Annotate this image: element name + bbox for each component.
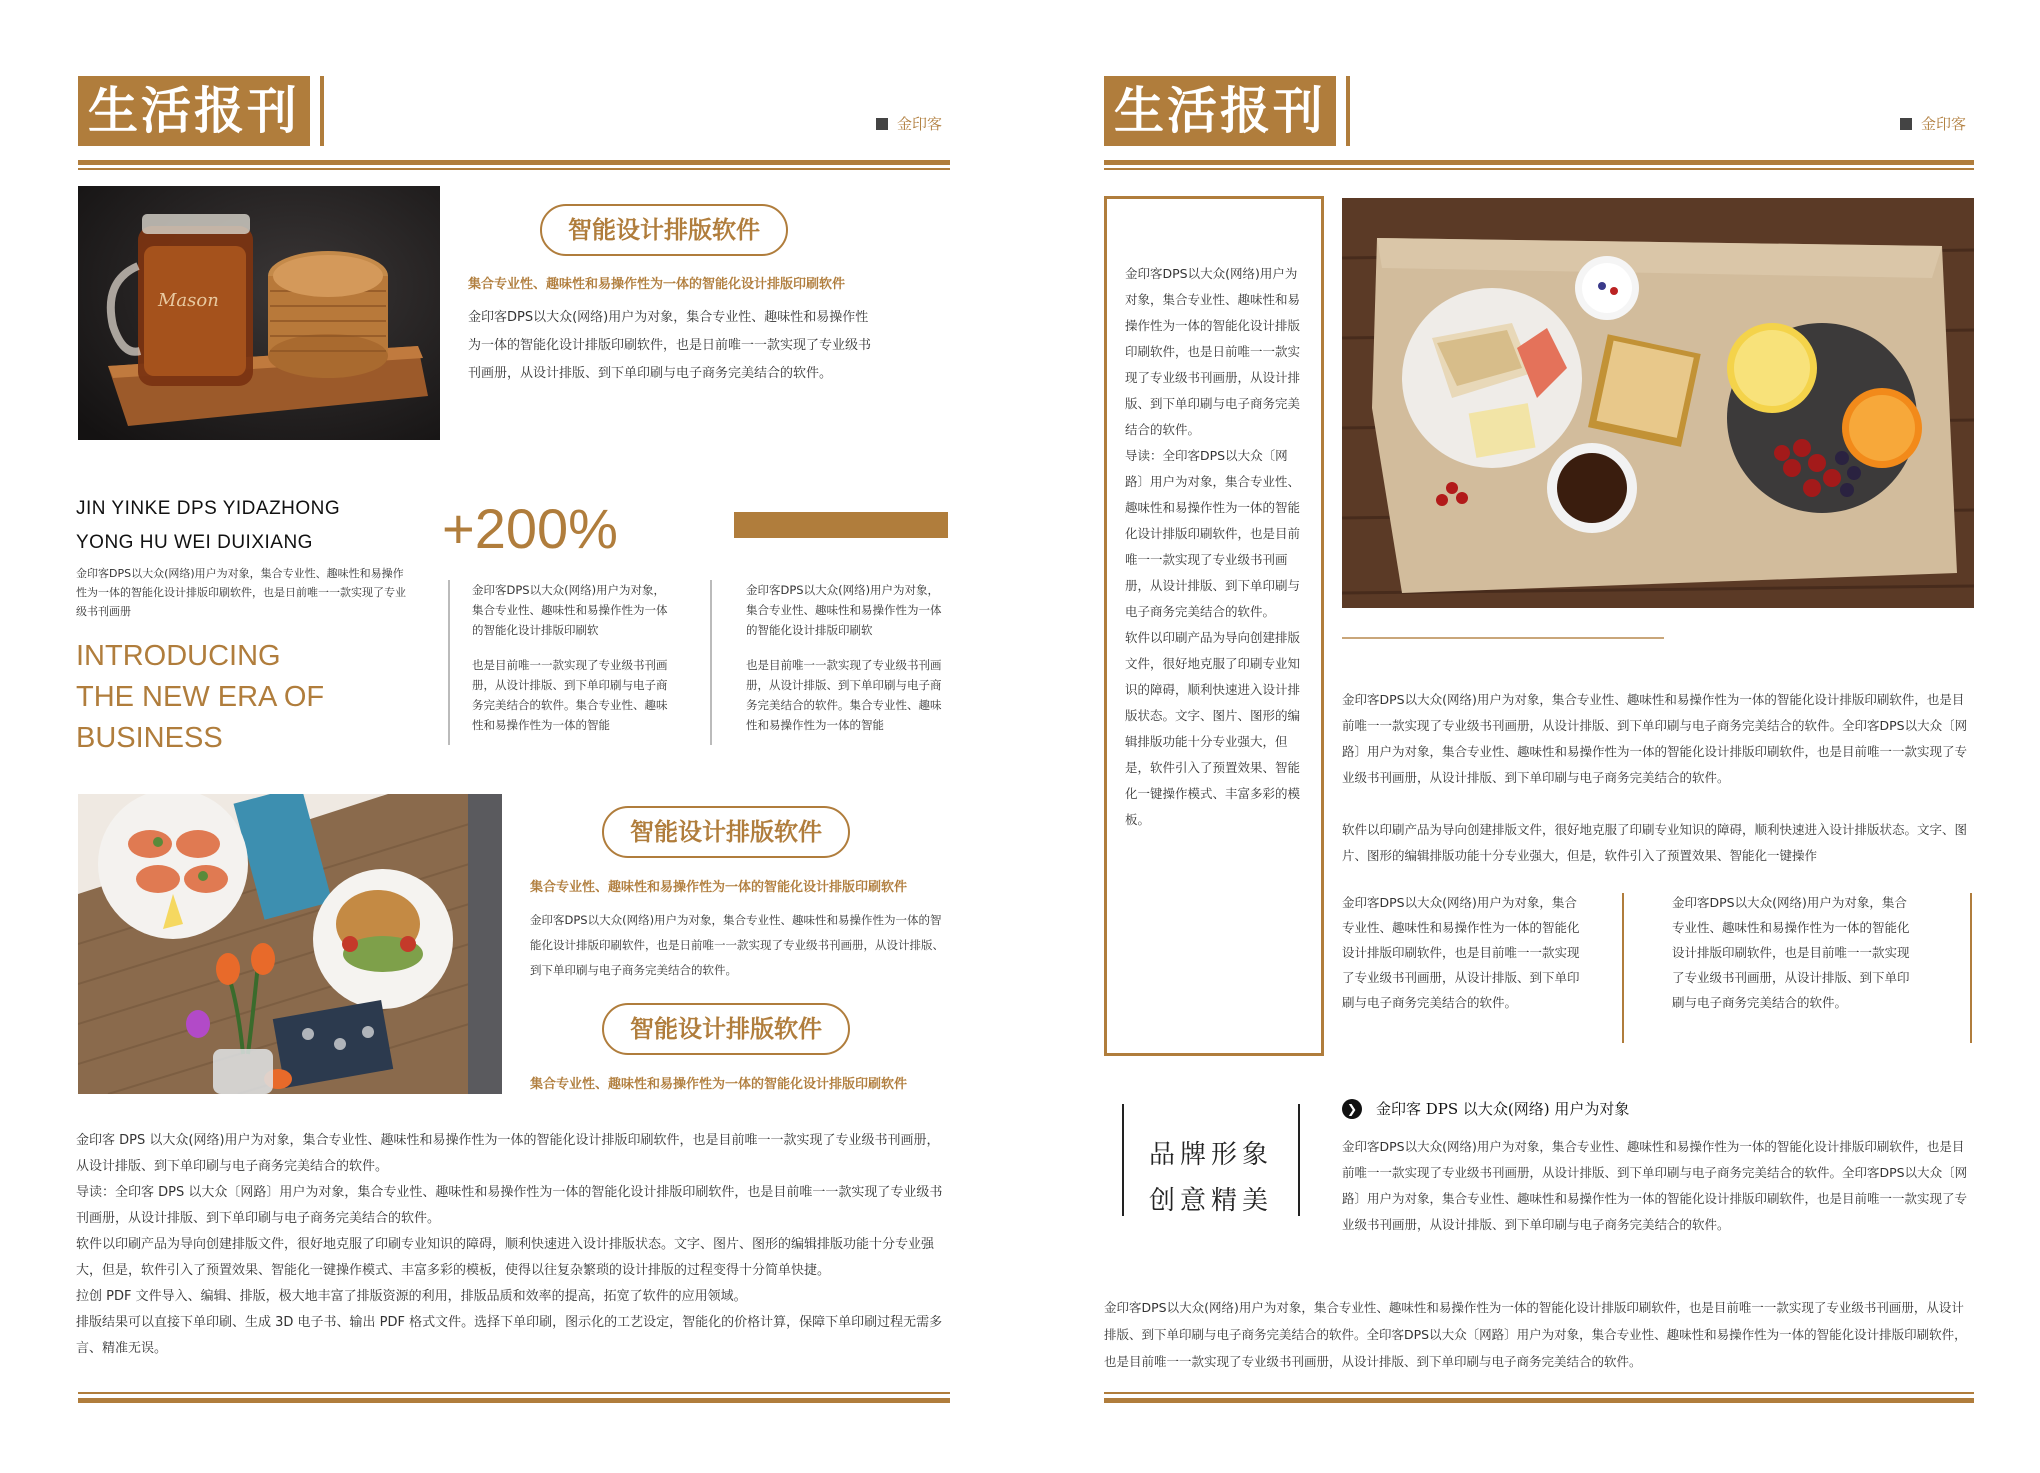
bottom-paragraph: 软件以印刷产品为导向创建排版文件，很好地克服了印刷专业知识的障碍，顺利快速进入设计排版状态。文字、图片、图形的编辑排版功能十分专业强大，但是，软件引入了预置效果、智能化一键操作模式、丰富多彩的模板，使得以往复杂繁琐的设计排版的过程变得十分简单快捷。 <box>76 1237 935 1278</box>
brand-label <box>1900 113 1966 134</box>
section3-pill: 智能设计排版软件 <box>602 1003 850 1055</box>
english-body: 金印客DPS以大众(网络)用户为对象，集合专业性、趣味性和易操作性为一体的智能化设计排版印刷软件，也是日前唯一一款实现了专业级书刊画册 <box>76 567 406 618</box>
bottom-paragraph: 导读：全印客 DPS 以大众〔网路〕用户为对象，集合专业性、趣味性和易操作性为一体的智能化设计排版印刷软件，也是目前唯一一款实现了专业级书刊画册，从设计排版、到下单印刷与电子商务完美结合的软件。 <box>76 1185 943 1226</box>
intro-heading-2: THE NEW ERA OF <box>76 681 325 713</box>
bottom-paragraph: 金印客 DPS 以大众(网络)用户为对象，集合专业性、趣味性和易操作性为一体的智能化设计排版印刷软件，也是目前唯一一款实现了专业级书刊画册，从设计排版、到下单印刷与电子商务完美结合的软件。 <box>76 1133 940 1174</box>
photo-brunch-table <box>78 794 502 1094</box>
col1-para1: 金印客DPS以大众(网络)用户为对象，集合专业性、趣味性和易操作性为一体的智能化设计排版印刷软 <box>472 583 668 637</box>
intro-heading-1: INTRODUCING <box>76 640 281 672</box>
footer-paragraph: 金印客DPS以大众(网络)用户为对象，集合专业性、趣味性和易操作性为一体的智能化设计排版印刷软件，也是目前唯一一款实现了专业级书刊画册，从设计排版、到下单印刷与电子商务完美结合的软件。全印客DPS以大众〔网路〕用户为对象，集合专业性、趣味性和易操作性为一体的智能化设计排版印刷软件，也是目前唯一一款实现了专业级书刊画册，从设计排版、到下单印刷与电子商务完美结合的软件。 <box>1104 1300 1967 1369</box>
column-a-text: 金印客DPS以大众(网络)用户为对象，集合专业性、趣味性和易操作性为一体的智能化设计排版印刷软件，也是目前唯一一款实现了专业级书刊画册，从设计排版、到下单印刷与电子商务完美结合的软件。 <box>1342 895 1580 1010</box>
english-heading-2: YONG HU WEI DUIXIANG <box>76 532 313 553</box>
sidebar-box <box>1104 196 1324 1056</box>
thin-accent-rule <box>1342 637 1664 639</box>
section2-subtitle: 集合专业性、趣味性和易操作性为一体的智能化设计排版印刷软件 <box>530 880 908 895</box>
brand-square-icon <box>876 118 888 130</box>
main-paragraph-2: 软件以印刷产品为导向创建排版文件，很好地克服了印刷专业知识的障碍，顺利快速进入设计排版状态。文字、图片、图形的编辑排版功能十分专业强大，但是，软件引入了预置效果、智能化一键操作 <box>1342 822 1968 863</box>
sidebar-text-1: 金印客DPS以大众(网络)用户为对象，集合专业性、趣味性和易操作性为一体的智能化设计排版印刷软件，也是日前唯一一款实现了专业级书刊画册，从设计排版、到下单印刷与电子商务完美结合的软件。 <box>1125 266 1301 437</box>
section1-pill: 智能设计排版软件 <box>540 204 788 256</box>
footer-rule-thin <box>78 1392 950 1394</box>
bullet-body: 金印客DPS以大众(网络)用户为对象，集合专业性、趣味性和易操作性为一体的智能化设计排版印刷软件，也是目前唯一一款实现了专业级书刊画册，从设计排版、到下单印刷与电子商务完美结合的软件。全印客DPS以大众〔网路〕用户为对象，集合专业性、趣味性和易操作性为一体的智能化设计排版印刷软件，也是目前唯一一款实现了专业级书刊画册，从设计排版、到下单印刷与电子商务完美结合的软件。 <box>1342 1139 1968 1232</box>
section3-subtitle: 集合专业性、趣味性和易操作性为一体的智能化设计排版印刷软件 <box>530 1077 908 1092</box>
sidebar-text-3: 软件以印刷产品为导向创建排版文件，很好地克服了印刷专业知识的障碍，顺利快速进入设计排版状态。文字、图片、图形的编辑排版功能十分专业强大，但是，软件引入了预置效果、智能化一键操作模式、丰富多彩的模板。 <box>1125 630 1301 827</box>
col1-para2: 也是目前唯一一款实现了专业级书刊画册，从设计排版、到下单印刷与电子商务完美结合的软件。集合专业性、趣味性和易操作性为一体的智能 <box>472 658 668 732</box>
masthead-bar <box>1346 76 1350 146</box>
footer-rule <box>78 1398 950 1403</box>
section1-subtitle: 集合专业性、趣味性和易操作性为一体的智能化设计排版印刷软件 <box>468 277 846 292</box>
section2-body: 金印客DPS以大众(网络)用户为对象，集合专业性、趣味性和易操作性为一体的智能化设计排版印刷软件，也是日前唯一一款实现了专业级书刊画册，从设计排版、到下单印刷与电子商务完美结合的软件。 <box>530 913 944 977</box>
column-edge-line <box>1970 893 1972 1043</box>
bullet-heading-text: 金印客 DPS 以大众(网络) 用户为对象 <box>1376 1100 1630 1118</box>
section2-pill: 智能设计排版软件 <box>602 806 850 858</box>
svg-text:Mason: Mason <box>158 290 219 311</box>
brand-square-icon <box>1900 118 1912 130</box>
col1-divider <box>448 580 450 745</box>
bottom-text-block <box>76 1128 950 1362</box>
section1-body: 金印客DPS以大众(网络)用户为对象，集合专业性、趣味性和易操作性为一体的智能化设计排版印刷软件，也是日前唯一一款实现了专业级书刊画册，从设计排版、到下单印刷与电子商务完美结合的软件。 <box>468 310 872 381</box>
brand-text: 金印客 <box>1921 115 1967 133</box>
bottom-paragraph: 拉创 PDF 文件导入、编辑、排版，极大地丰富了排版资源的利用，排版品质和效率的提高，拓宽了软件的应用领域。 <box>76 1289 747 1304</box>
header-rule <box>1104 160 1974 165</box>
brand-tag-line-2: 创意精美 <box>1148 1186 1273 1216</box>
right-page <box>1020 0 2020 1473</box>
main-paragraph-1: 金印客DPS以大众(网络)用户为对象，集合专业性、趣味性和易操作性为一体的智能化设计排版印刷软件，也是目前唯一一款实现了专业级书刊画册，从设计排版、到下单印刷与电子商务完美结合的软件。全印客DPS以大众〔网路〕用户为对象，集合专业性、趣味性和易操作性为一体的智能化设计排版印刷软件，也是目前唯一一款实现了专业级书刊画册，从设计排版、到下单印刷与电子商务完美结合的软件。 <box>1342 692 1968 785</box>
footer-rule-thin <box>1104 1392 1974 1394</box>
masthead-title: 生活报刊 <box>78 76 310 146</box>
masthead-title: 生活报刊 <box>1104 76 1336 146</box>
bullet-heading <box>1342 1098 1629 1119</box>
header-rule-thin <box>78 168 950 170</box>
col2-para2: 也是目前唯一一款实现了专业级书刊画册，从设计排版、到下单印刷与电子商务完美结合的软件。集合专业性、趣味性和易操作性为一体的智能 <box>746 658 942 732</box>
brand-text: 金印客 <box>897 115 943 133</box>
column-divider <box>1622 893 1624 1043</box>
bottom-paragraph: 排版结果可以直接下单印刷、生成 3D 电子书、输出 PDF 格式文件。选择下单印刷，图示化的工艺设定，智能化的价格计算，保障下单印刷过程无需多言、精准无误。 <box>76 1315 943 1356</box>
masthead-bar <box>320 76 324 146</box>
col2-divider <box>710 580 712 745</box>
header-rule <box>78 160 950 165</box>
arrow-right-icon: ❯ <box>1342 1099 1362 1119</box>
stat-value: +200% <box>442 497 618 560</box>
footer-rule <box>1104 1398 1974 1403</box>
photo-tea-cookies <box>78 186 440 440</box>
column-b-text: 金印客DPS以大众(网络)用户为对象，集合专业性、趣味性和易操作性为一体的智能化设计排版印刷软件，也是目前唯一一款实现了专业级书刊画册，从设计排版、到下单印刷与电子商务完美结合的软件。 <box>1672 895 1910 1010</box>
col2-para1: 金印客DPS以大众(网络)用户为对象，集合专业性、趣味性和易操作性为一体的智能化设计排版印刷软 <box>746 583 942 637</box>
sidebar-text-2: 导读：全印客DPS以大众〔网路〕用户为对象，集合专业性、趣味性和易操作性为一体的智能化设计排版印刷软件，也是目前唯一一款实现了专业级书刊画册，从设计排版、到下单印刷与电子商务完美结合的软件。 <box>1125 448 1301 619</box>
header-rule-thin <box>1104 168 1974 170</box>
brand-tag-right-bar <box>1298 1104 1300 1216</box>
english-heading-1: JIN YINKE DPS YIDAZHONG <box>76 498 341 519</box>
stat-bar <box>734 512 948 538</box>
left-page <box>0 0 1000 1473</box>
brand-tag-line-1: 品牌形象 <box>1148 1140 1273 1170</box>
photo-breakfast-spread <box>1342 198 1974 608</box>
intro-heading-3: BUSINESS <box>76 722 223 754</box>
brand-label <box>876 113 942 134</box>
